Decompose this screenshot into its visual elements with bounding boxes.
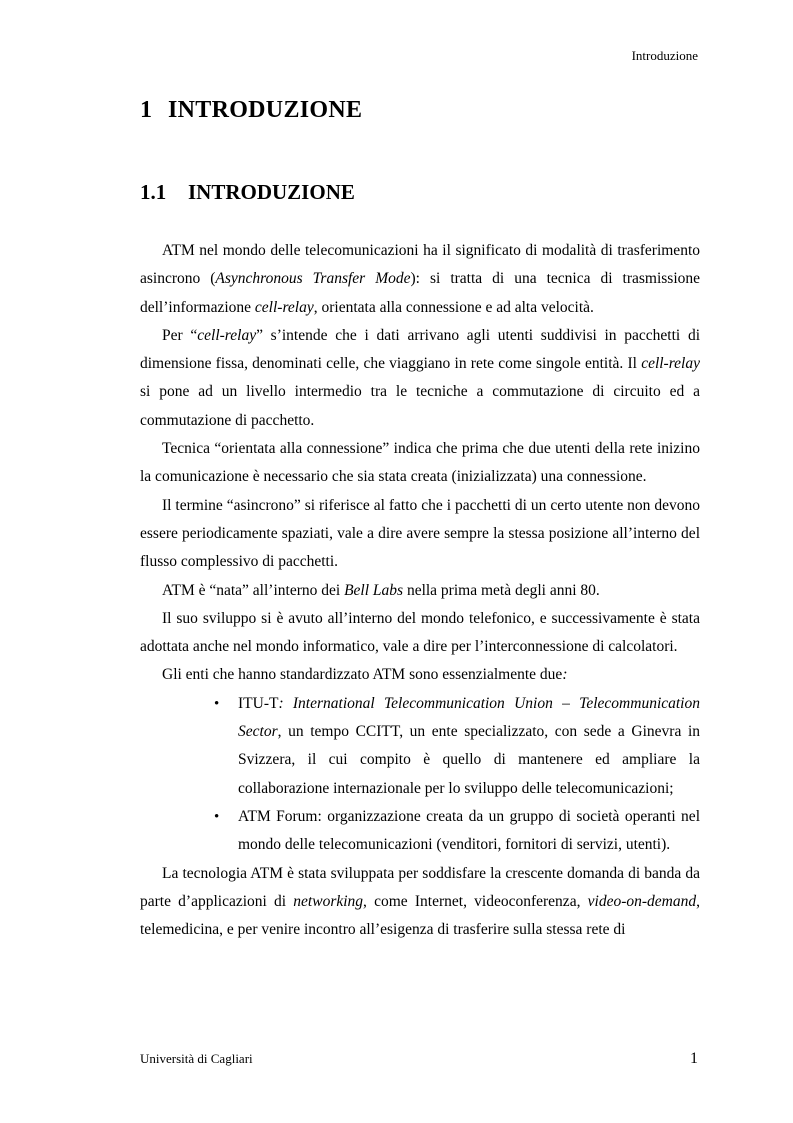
bullet-list (140, 690, 700, 860)
list-item: • ITU-T: International Telecommunication Union – Telecommunication Sector, un tempo CCITT, un ente specializzato, con sede a Ginevra in Svizzera, il cui compito è quello di mantenere ed ampliare la collaborazione internazionale per lo sviluppo delle telecomunicazioni; (238, 690, 700, 803)
paragraph: La tecnologia ATM è stata sviluppata per soddisfare la crescente domanda di banda da parte d’applicazioni di networking, come Internet, videoconferenza, video-on-demand, telemedicina, e per venire incontro all’esigenza di trasferire sulla stessa rete di (140, 864, 700, 939)
chapter-number: 1 (140, 97, 153, 123)
paragraph: Per “cell-relay” s’intende che i dati arrivano agli utenti suddivisi in pacchetti di dimensione fissa, denominati celle, che viaggiano in rete come singole entità. Il cell-relay si pone ad un livello intermedio tra le tecniche a commutazione di circuito ed a commutazione di pacchetto. (140, 326, 700, 429)
paragraph: Il termine “asincrono” si riferisce al fatto che i pacchetti di un certo utente non devono essere periodicamente spaziati, vale a dire avere sempre la stessa posizione all’interno del flusso complessivo di pacchetti. (140, 496, 700, 571)
page-number: 1 (690, 1050, 698, 1067)
paragraph: Il suo sviluppo si è avuto all’interno del mondo telefonico, e successivamente è stata adottata anche nel mondo informatico, vale a dire per l’interconnessione di calcolatori. (140, 609, 700, 656)
footer-university: Università di Cagliari (140, 1051, 253, 1066)
chapter-title-text: INTRODUZIONE (168, 97, 363, 123)
paragraph: Tecnica “orientata alla connessione” indica che prima che due utenti della rete inizino la comunicazione è necessario che sia stata creata (inizializzata) una connessione. (140, 440, 700, 486)
paragraph: ATM è “nata” all’interno dei Bell Labs nella prima metà degli anni 80. (162, 581, 600, 599)
section-number: 1.1 (140, 180, 167, 204)
chapter-title (140, 97, 362, 124)
body-text (140, 237, 700, 944)
running-header: Introduzione (631, 48, 698, 63)
section-title (140, 180, 355, 205)
section-title-text: INTRODUZIONE (188, 180, 355, 204)
paragraph: ATM nel mondo delle telecomunicazioni ha il significato di modalità di trasferimento asincrono (Asynchronous Transfer Mode): si tratta di una tecnica di trasmissione dell’informazione cell-relay, orientata alla connessione e ad alta velocità. (140, 242, 701, 316)
paragraph: Gli enti che hanno standardizzato ATM sono essenzialmente due: (162, 666, 568, 684)
list-item: • ATM Forum: organizzazione creata da un gruppo di società operanti nel mondo delle telecomunicazioni (venditori, fornitori di servizi, utenti). (238, 803, 700, 860)
